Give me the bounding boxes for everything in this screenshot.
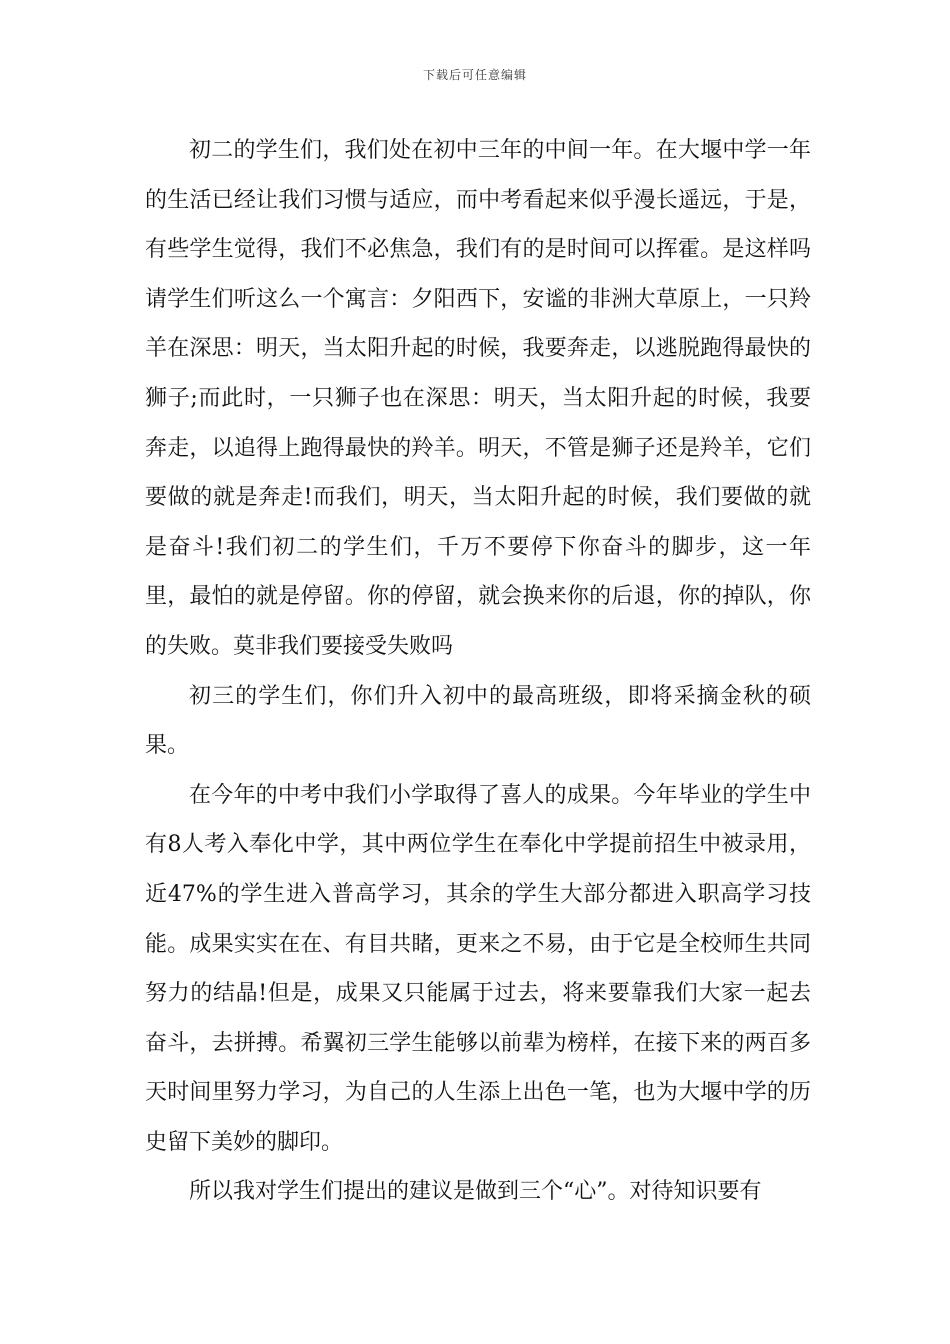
paragraph-grade-two: 初二的学生们，我们处在初中三年的中间一年。在大堰中学一年的生活已经让我们习惯与适应，而中考看起来似乎漫长遥远，于是，有些学生觉得，我们不必焦急，我们有的是时间可以挥霍。是这样吗请学生们听这么一个寓言：夕阳西下，安谧的非洲大草原上，一只羚羊在深思：明天，当太阳升起的时候，我要奔走，以逃脱跑得最快的狮子;而此时，一只狮子也在深思：明天，当太阳升起的时候，我要奔走，以追得上跑得最快的羚羊。明天，不管是狮子还是羚羊，它们要做的就是奔走!而我们，明天，当太阳升起的时候，我们要做的就是奋斗!我们初二的学生们，千万不要停下你奋斗的脚步，这一年里，最怕的就是停留。你的停留，就会换来你的后退，你的掉队，你的失败。莫非我们要接受失败吗 [145, 138, 811, 659]
paragraph-suggestions: 所以我对学生们提出的建议是做到三个“心”。对待知识要有 [189, 1179, 762, 1205]
page-header: 下载后可任意编辑 [422, 68, 527, 82]
document-body [145, 126, 811, 1217]
paragraph-exam-results: 在今年的中考中我们小学取得了喜人的成果。今年毕业的学生中有8人考入奉化中学，其中两位学生在奉化中学提前招生中被录用，近47%的学生进入普高学习，其余的学生大部分都进入职高学习技能。成果实实在在、有目共睹，更来之不易，由于它是全校师生共同努力的结晶!但是，成果又只能属于过去，将来要靠我们大家一起去奋斗，去拼搏。希翼初三学生能够以前辈为榜样，在接下来的两百多天时间里努力学习，为自己的人生添上出色一笔，也为大堰中学的历史留下美妙的脚印。 [145, 782, 811, 1155]
paragraph-grade-three: 初三的学生们，你们升入初中的最高班级，即将采摘金秋的硕果。 [145, 683, 811, 759]
